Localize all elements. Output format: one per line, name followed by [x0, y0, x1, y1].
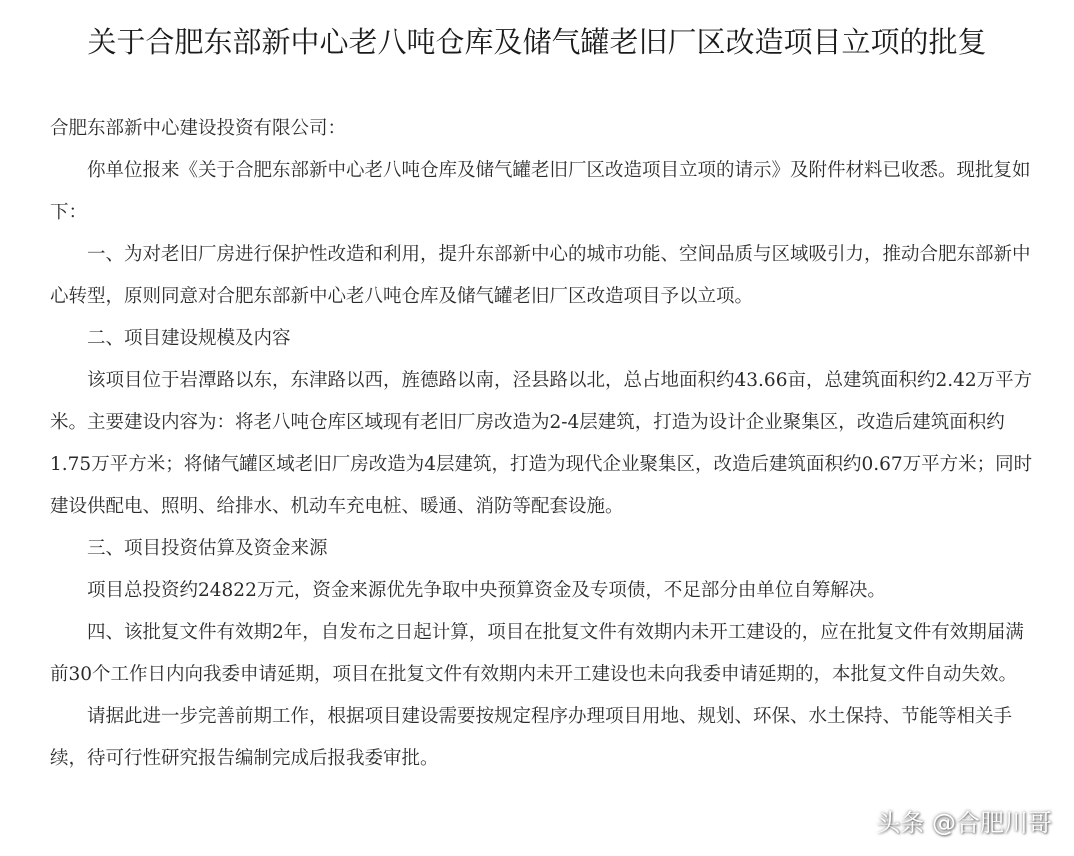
paragraph-section-2: 该项目位于岩潭路以东，东津路以西，旌德路以南，泾县路以北，总占地面积约43.66亩，总建筑面积约2.42万平方米。主要建设内容为：将老八吨仓库区域现有老旧厂房改造为2-4层建筑，打造为设计企业聚集区，改造后建筑面积约1.75万平方米；将储气罐区域老旧厂房改造为4层建筑，打造为现代企业聚集区，改造后建筑面积约0.67万平方米；同时建设供配电、照明、给排水、机动车充电桩、暖通、消防等配套设施。: [50, 370, 1033, 517]
paragraph-intro: 你单位报来《关于合肥东部新中心老八吨仓库及储气罐老旧厂区改造项目立项的请示》及附件材料已收悉。现批复如下：: [50, 160, 1031, 223]
document-title: 关于合肥东部新中心老八吨仓库及储气罐老旧厂区改造项目立项的批复: [87, 25, 987, 59]
salutation: 合肥东部新中心建设投资有限公司：: [50, 118, 347, 139]
paragraph-closing: 请据此进一步完善前期工作，根据项目建设需要按规定程序办理项目用地、规划、环保、水土保持、节能等相关手续，待可行性研究报告编制完成后报我委审批。: [50, 706, 1013, 769]
paragraph-section-1: 一、为对老旧厂房进行保护性改造和利用，提升东部新中心的城市功能、空间品质与区域吸引力，推动合肥东部新中心转型，原则同意对合肥东部新中心老八吨仓库及储气罐老旧厂区改造项目予以立项。: [50, 244, 1031, 307]
paragraph-section-4: 四、该批复文件有效期2年，自发布之日起计算，项目在批复文件有效期内未开工建设的，应在批复文件有效期届满前30个工作日内向我委申请延期，项目在批复文件有效期内未开工建设也未向我委申请延期的，本批复文件自动失效。: [50, 622, 1024, 685]
heading-section-2: 二、项目建设规模及内容: [87, 328, 291, 349]
document-body: [50, 108, 1036, 780]
watermark: 头条 @合肥川哥: [876, 809, 1052, 837]
heading-section-3: 三、项目投资估算及资金来源: [87, 538, 328, 559]
paragraph-section-3: 项目总投资约24822万元，资金来源优先争取中央预算资金及专项债，不足部分由单位自筹解决。: [87, 580, 886, 601]
